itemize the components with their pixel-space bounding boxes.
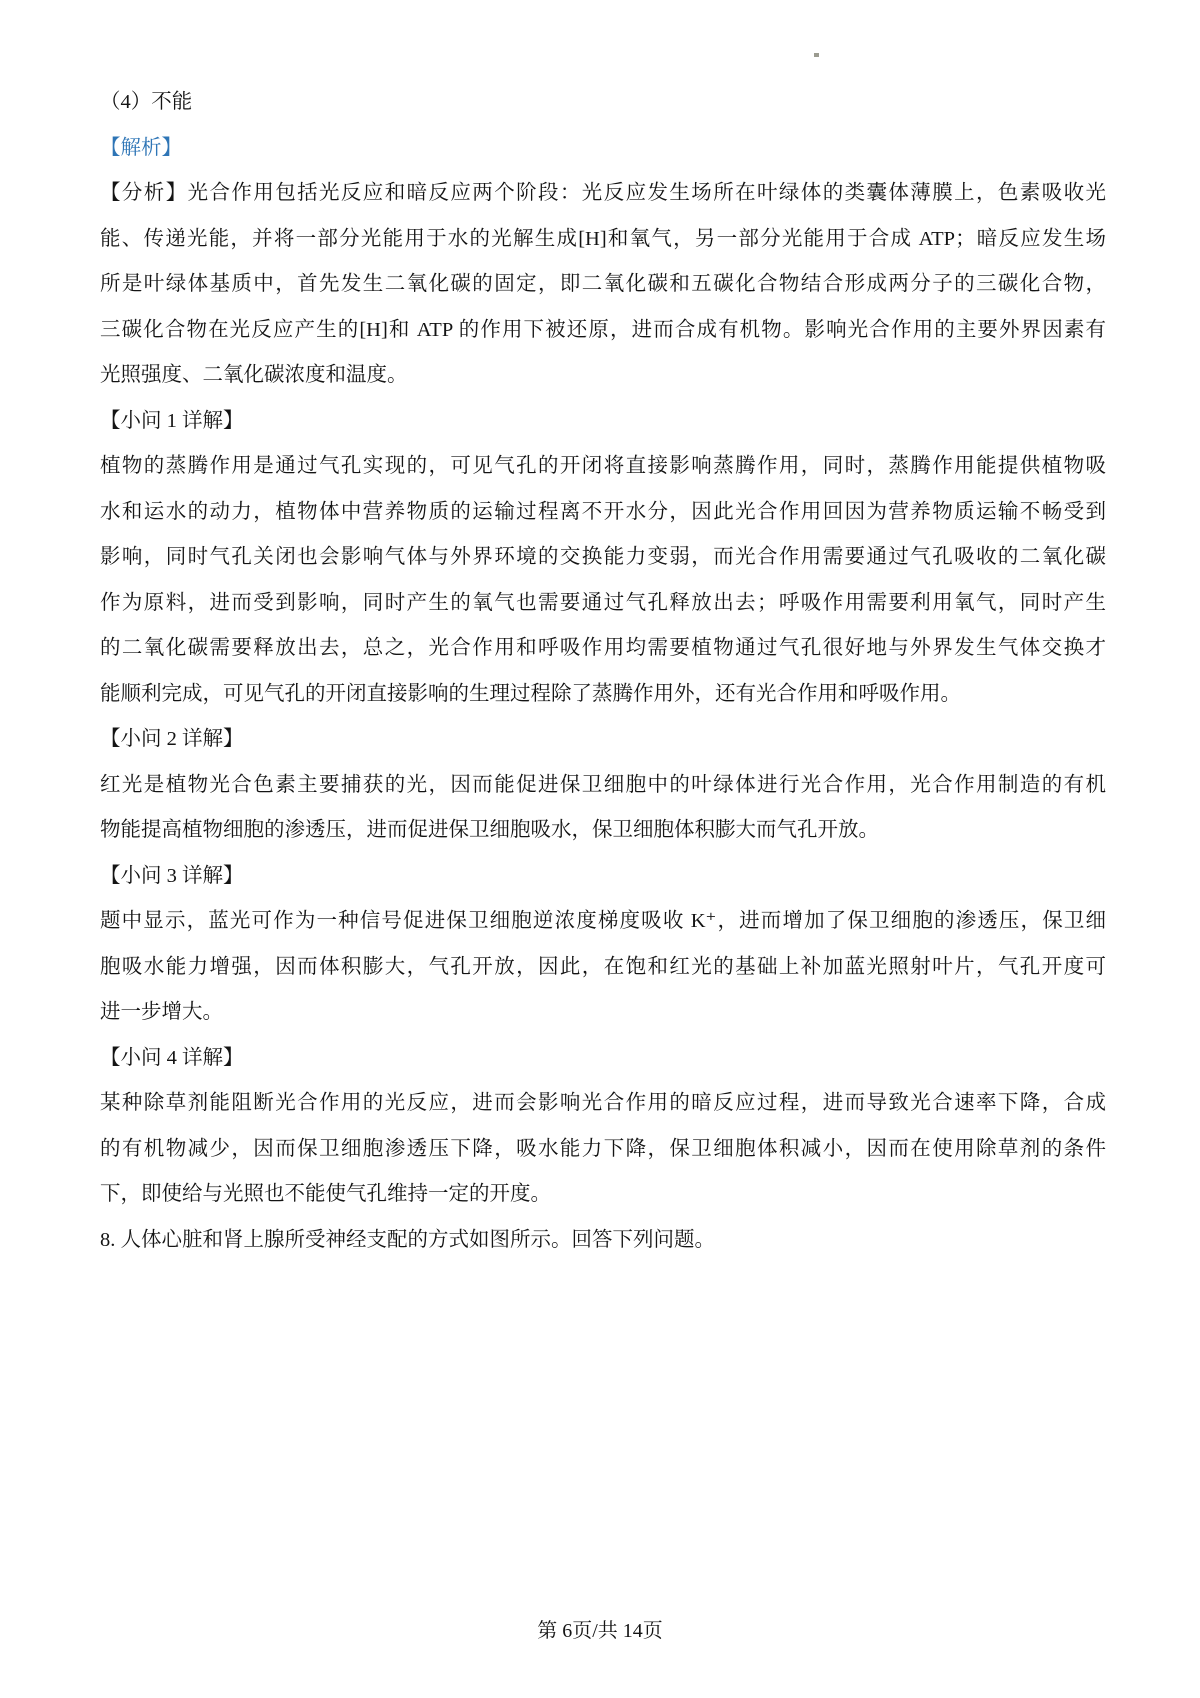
subquestion-1-line: 水和运水的动力，植物体中营养物质的运输过程离不开水分，因此光合作用回因为营养物质运输不畅受到 [100, 500, 1106, 523]
subquestion-1-line: 影响，同时气孔关闭也会影响气体与外界环境的交换能力变弱，而光合作用需要通过气孔吸收的二氧化碳 [100, 546, 1106, 568]
scan-artifact-dot [814, 53, 819, 57]
subquestion-4-line: 某种除草剂能阻断光合作用的光反应，进而会影响光合作用的暗反应过程，进而导致光合速率下降，合成 [100, 1092, 1106, 1114]
subquestion-3-line: 题中显示，蓝光可作为一种信号促进保卫细胞逆浓度梯度吸收 K⁺，进而增加了保卫细胞的渗透压，保卫细 [100, 910, 1106, 932]
analysis-paragraph-line: 能、传递光能，并将一部分光能用于水的光解生成[H]和氧气，另一部分光能用于合成 ATP；暗反应发生场 [100, 227, 1106, 250]
subquestion-1-line: 作为原料，进而受到影响，同时产生的氧气也需要通过气孔释放出去；呼吸作用需要利用氧气，同时产生 [100, 591, 1106, 614]
subquestion-4-line: 的有机物减少，因而保卫细胞渗透压下降，吸水能力下降，保卫细胞体积减小，因而在使用除草剂的条件 [100, 1137, 1106, 1160]
analysis-paragraph-line: 所是叶绿体基质中，首先发生二氧化碳的固定，即二氧化碳和五碳化合物结合形成两分子的三碳化合物， [100, 273, 1106, 295]
analysis-paragraph-line: 光照强度、二氧化碳浓度和温度。 [100, 364, 408, 386]
subquestion-1-heading: 【小问 1 详解】 [100, 409, 244, 432]
document-body [100, 80, 1106, 1263]
explain-label: 【解析】 [100, 136, 182, 159]
subquestion-1-line: 植物的蒸腾作用是通过气孔实现的，可见气孔的开闭将直接影响蒸腾作用，同时，蒸腾作用能提供植物吸 [100, 455, 1106, 477]
subquestion-1-line: 的二氧化碳需要释放出去，总之，光合作用和呼吸作用均需要植物通过气孔很好地与外界发生气体交换才 [100, 637, 1106, 659]
subquestion-2-line: 红光是植物光合色素主要捕获的光，因而能促进保卫细胞中的叶绿体进行光合作用，光合作用制造的有机 [100, 773, 1106, 796]
subquestion-3-line: 进一步增大。 [100, 1001, 223, 1023]
subquestion-3-heading: 【小问 3 详解】 [100, 864, 244, 887]
subquestion-4-line: 下，即使给与光照也不能使气孔维持一定的开度。 [100, 1183, 551, 1205]
subquestion-1-line: 能顺利完成，可见气孔的开闭直接影响的生理过程除了蒸腾作用外，还有光合作用和呼吸作用。 [100, 682, 961, 705]
subquestion-2-line: 物能提高植物细胞的渗透压，进而促进保卫细胞吸水，保卫细胞体积膨大而气孔开放。 [100, 819, 879, 841]
subquestion-4-heading: 【小问 4 详解】 [100, 1046, 244, 1069]
question-8-stem: 8. 人体心脏和肾上腺所受神经支配的方式如图所示。回答下列问题。 [100, 1228, 715, 1251]
subquestion-2-heading: 【小问 2 详解】 [100, 728, 244, 750]
analysis-paragraph-line: 【分析】光合作用包括光反应和暗反应两个阶段：光反应发生场所在叶绿体的类囊体薄膜上，色素吸收光 [100, 182, 1106, 204]
answer-item-4: （4）不能 [100, 91, 193, 113]
page-number-text: 第 6页/共 14页 [537, 1620, 663, 1642]
subquestion-3-line: 胞吸水能力增强，因而体积膨大，气孔开放，因此，在饱和红光的基础上补加蓝光照射叶片，气孔开度可 [100, 955, 1106, 978]
analysis-paragraph-line: 三碳化合物在光反应产生的[H]和 ATP 的作用下被还原，进而合成有机物。影响光合作用的主要外界因素有 [100, 318, 1106, 341]
page-number-footer [0, 1617, 1200, 1645]
